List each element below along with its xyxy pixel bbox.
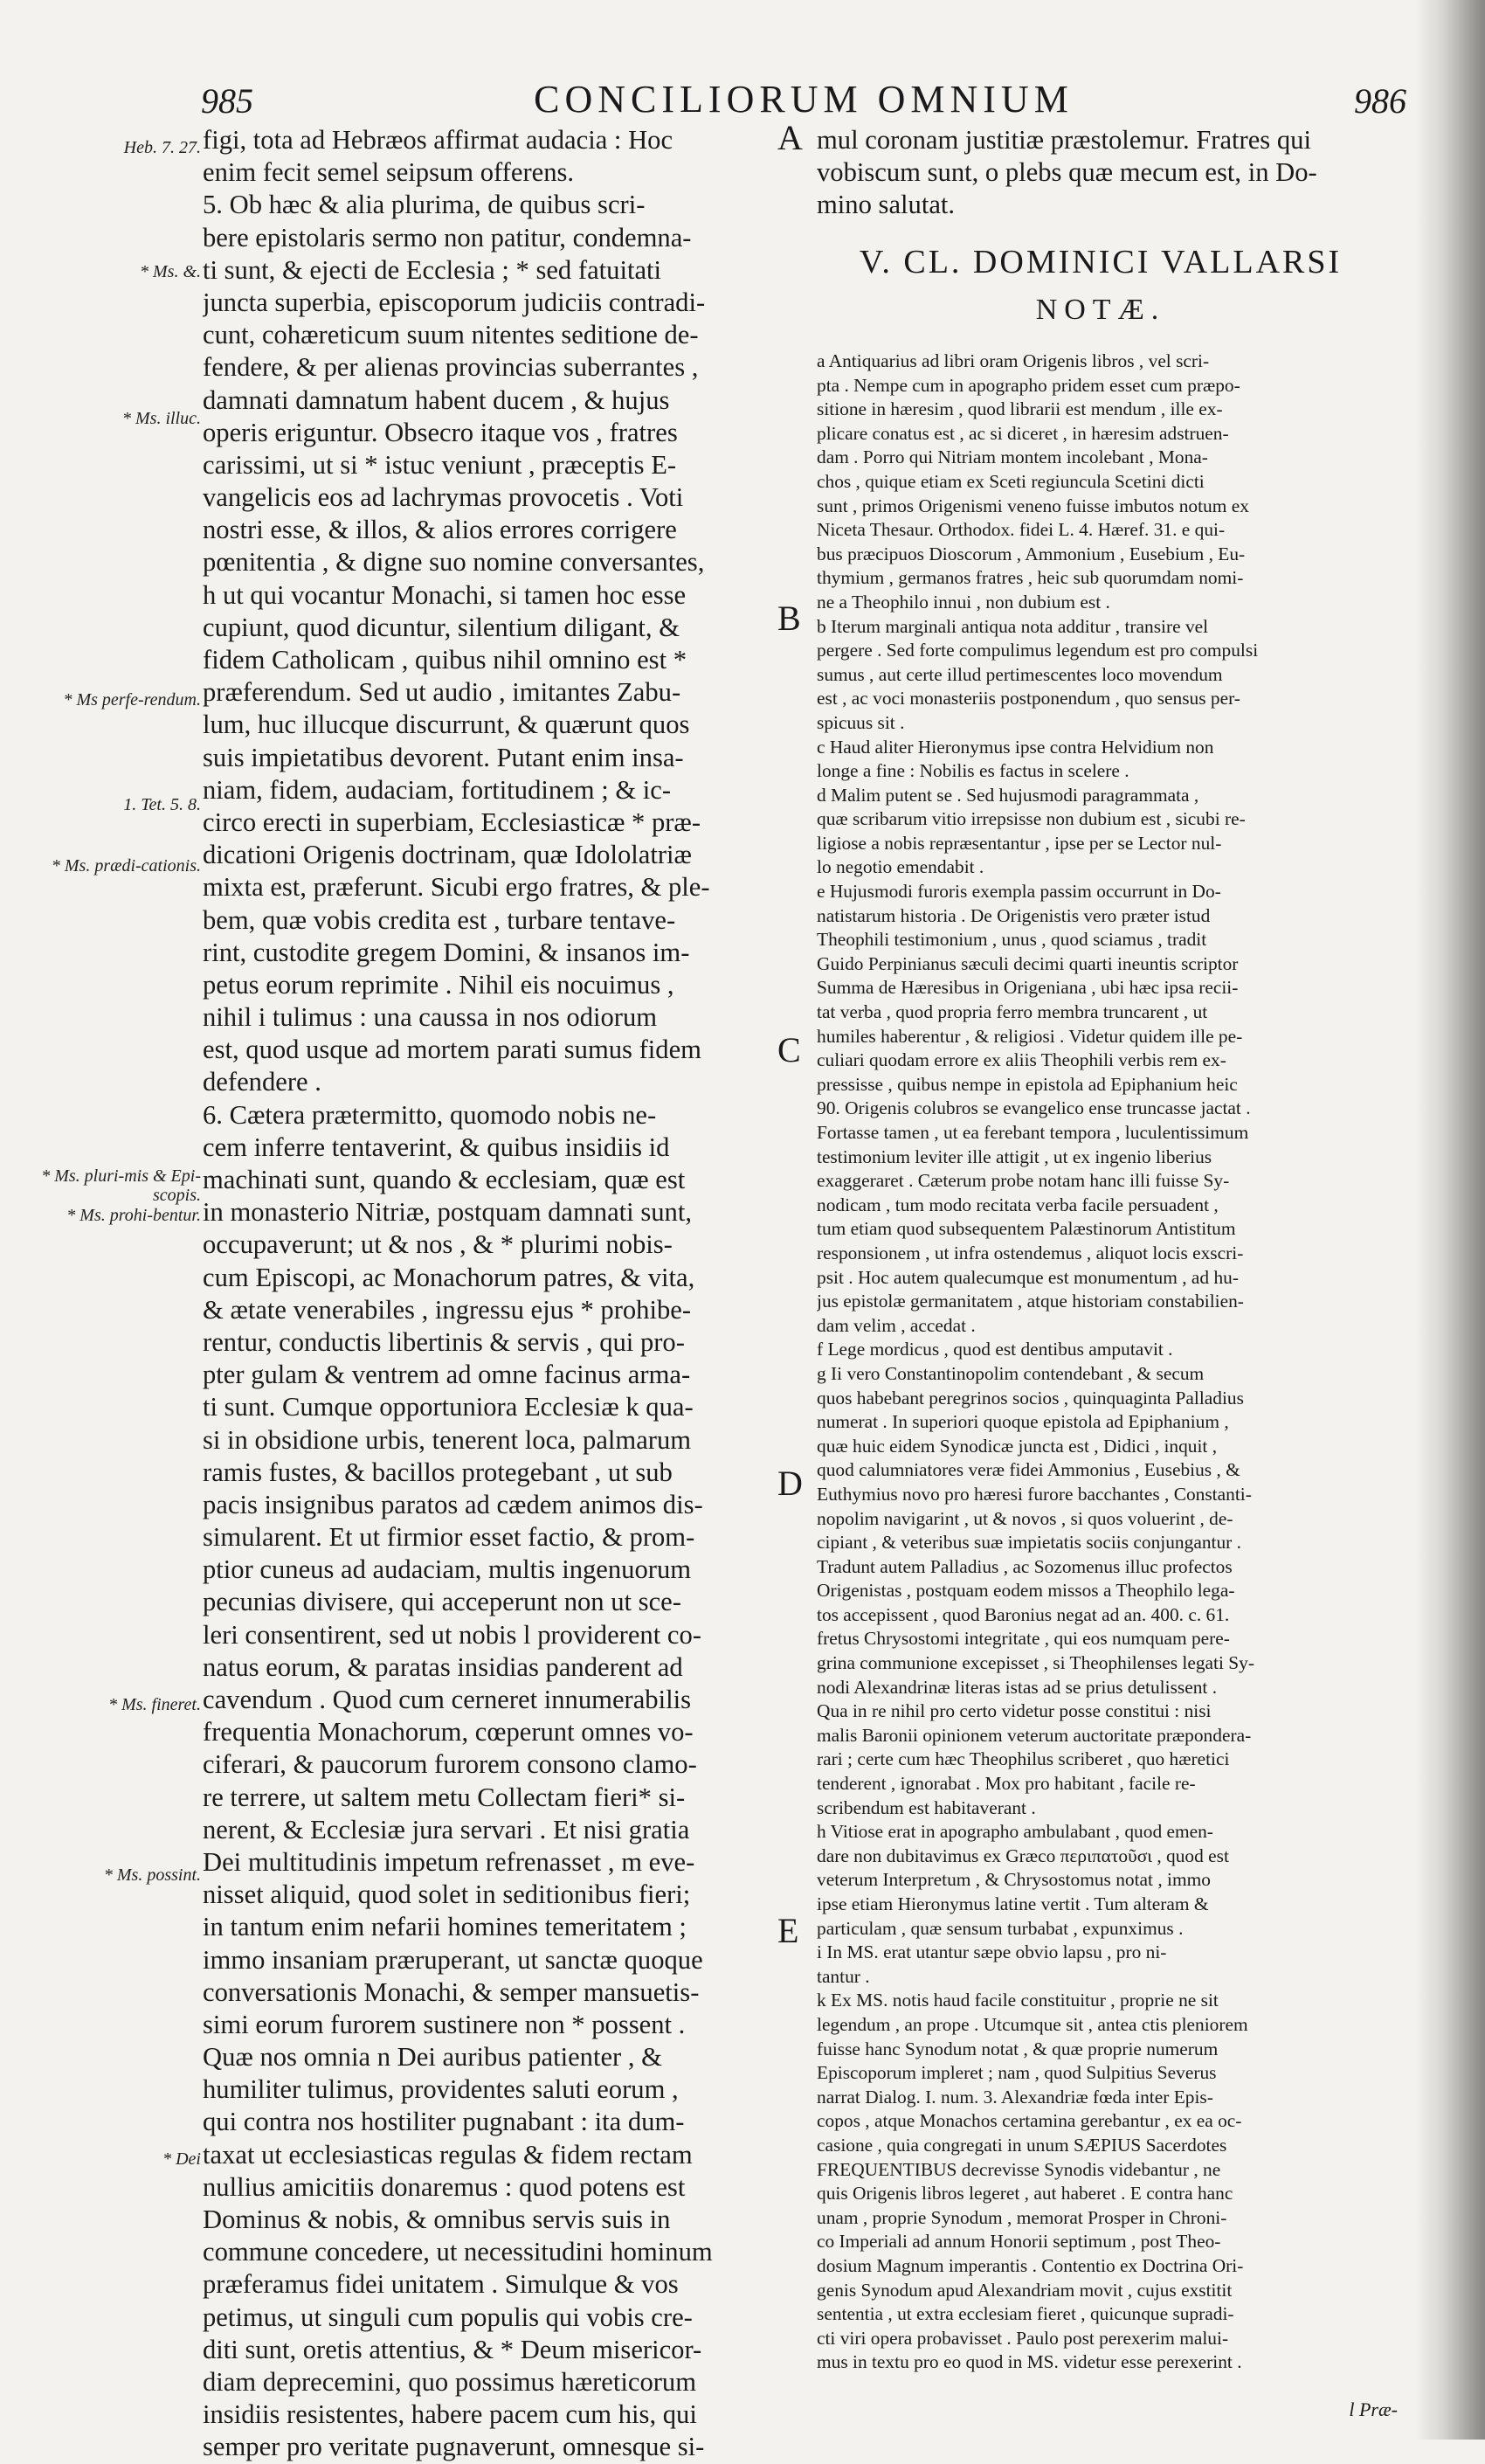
text-line: commune concedere, ut necessitudini hominum — [203, 2237, 713, 2267]
note-line: Origenistas , postquam eodem missos a Theophilo lega- — [817, 1580, 1235, 1602]
text-line: ciferari, & paucorum furorem consono clamo- — [203, 1749, 697, 1780]
text-line: humiliter tulimus, providentes saluti eorum , — [203, 2074, 679, 2105]
note-line: unam , proprie Synodum , memorat Prosper in Chroni- — [817, 2206, 1227, 2228]
text-line: suis impietatibus devorent. Putant enim insa- — [203, 742, 684, 772]
text-line: nerent, & Ecclesiæ jura servari . Et nisi gratia — [203, 1814, 690, 1845]
note-line: nodicam , tum modo recitata verba facile persuadent , — [817, 1194, 1219, 1215]
spine-shadow — [1415, 0, 1485, 2440]
text-line: præferamus fidei unitatem . Simulque & vos — [203, 2269, 679, 2300]
margin-note: * Ms. prædi-cationis. — [51, 856, 201, 876]
margin-note: Heb. 7. 27. — [123, 138, 201, 157]
note-line: sumus , aut certe illud pertimescentes loco movendum — [817, 663, 1223, 685]
note-line: Euthymius novo pro hæresi furore bacchantes , Constanti- — [817, 1483, 1252, 1505]
text-line: fidem Catholicam , quibus nihil omnino est * — [203, 645, 687, 675]
section-letter: E — [777, 1911, 799, 1950]
note-line: Niceta Thesaur. Orthodox. fidei L. 4. Hæref. 31. e qui- — [817, 519, 1226, 541]
note-line: fuisse hanc Synodum notat , & quæ proprie numerum — [817, 2038, 1219, 2059]
text-line: petimus, ut singuli cum populis qui vobis cre- — [203, 2301, 693, 2332]
text-line: mino salutat. — [817, 190, 956, 220]
text-line: dicationi Origenis doctrinam, quæ Idololatriæ — [203, 840, 692, 870]
note-line: scribendum est habitaverant . — [817, 1796, 1036, 1818]
text-line: nullius amicitiis donaremus : quod potens est — [203, 2171, 686, 2202]
note-line: Tradunt autem Palladius , ac Sozomenus illuc profectos — [817, 1555, 1233, 1577]
text-line: lum, huc illucque discurrunt, & quærunt quos — [203, 709, 690, 740]
note-line: c Haud aliter Hieronymus ipse contra Helvidium non — [817, 736, 1214, 758]
margin-note: * Ms. prohi-bentur. — [66, 1206, 201, 1225]
text-line: nihil i tulimus : una caussa in nos odiorum — [203, 1002, 658, 1033]
text-line: in monasterio Nitriæ, postquam damnati sunt, — [203, 1197, 692, 1228]
text-line: defendere . — [203, 1067, 321, 1097]
note-line: plicare conatus est , ac si diceret , in hæresim adstruen- — [817, 422, 1229, 444]
note-line: Qua in re nihil pro certo videtur posse constitui : nisi — [817, 1700, 1212, 1722]
note-line: tenderent , ignorabat . Mox pro habitant , facile re- — [817, 1773, 1196, 1795]
notes-subheading: NOTÆ. — [1035, 294, 1166, 326]
text-line: juncta superbia, episcoporum judiciis contradi- — [203, 287, 706, 317]
text-line: nostri esse, & illos, & alios errores corrigere — [203, 515, 677, 545]
note-line: natistarum historia . De Origenistis vero præter istud — [817, 904, 1211, 926]
note-line: narrat Dialog. I. num. 3. Alexandriæ fœda inter Epis- — [817, 2086, 1213, 2108]
note-line: a Antiquarius ad libri oram Origenis libros , vel scri- — [817, 350, 1210, 371]
text-line: damnati damnatum habent ducem , & hujus — [203, 384, 670, 415]
catchword: l Præ- — [1349, 2398, 1398, 2420]
note-line: ligiose a nobis repræsentantur , ipse per se Lector nul- — [817, 832, 1222, 854]
note-line: ipse etiam Hieronymus latine vertit . Tum alteram & — [817, 1893, 1209, 1914]
note-line: f Lege mordicus , quod est dentibus amputavit . — [817, 1339, 1173, 1360]
text-line: vobiscum sunt, o plebs quæ mecum est, in Do- — [817, 157, 1317, 188]
text-line: mixta est, præferunt. Sicubi ergo fratres, & ple- — [203, 872, 710, 903]
note-line: numerat . In superiori quoque epistola ad Epiphanium , — [817, 1411, 1229, 1433]
note-line: genis Synodum apud Alexandriam movit , cujus exstitit — [817, 2279, 1233, 2301]
text-line: cavendum . Quod cum cerneret innumerabilis — [203, 1685, 691, 1714]
text-line: ptior cuneus ad audaciam, multis ingenuorum — [203, 1554, 692, 1585]
text-line: ramis fustes, & bacillos protegebant , ut sub — [203, 1457, 673, 1487]
text-line: bem, quæ vobis credita est , turbare tentave- — [203, 904, 676, 935]
note-line: legendum , an prope . Utcumque sit , antea ctis pleniorem — [817, 2013, 1248, 2035]
note-line: Theophili testimonium , unus , quod sciamus , tradit — [817, 929, 1207, 951]
note-line: jus epistolæ germanitatem , atque historiam constabilien- — [817, 1291, 1244, 1312]
note-line: longe a fine : Nobilis es factus in scelere . — [817, 760, 1129, 782]
note-line: copos , atque Monachos certamina gerebantur , ex ea oc- — [817, 2110, 1242, 2132]
text-line: conversationis Monachi, & semper mansuetis- — [203, 1976, 700, 2007]
text-line: si in obsidione urbis, tenerent loca, palmarum — [203, 1424, 692, 1455]
margin-note: * Ms. fineret. — [108, 1695, 201, 1714]
note-line: Guido Perpinianus sæculi decimi quarti ineuntis scriptor — [817, 952, 1239, 974]
note-line: quæ huic eidem Synodicæ juncta est , Didici , inquit , — [817, 1435, 1218, 1457]
section-letter: B — [777, 599, 801, 638]
note-line: k Ex MS. notis haud facile constituitur , proprie ne sit — [817, 1990, 1219, 2011]
text-line: bere epistolaris sermo non patitur, condemna- — [203, 222, 692, 253]
text-line: natus eorum, & paratas insidias panderent ad — [203, 1651, 683, 1682]
margin-note: * Ms. illuc. — [122, 409, 201, 428]
note-line: nopolim navigarint , ut & novos , si quos voluerint , de- — [817, 1507, 1233, 1529]
text-line: frequentia Monachorum, cœperunt omnes vo- — [203, 1717, 694, 1748]
note-line: culiari quodam errore ex aliis Theophili verbis rem ex- — [817, 1049, 1226, 1071]
note-line: particulam , quæ sensum turbabat , expunximus . — [817, 1917, 1184, 1939]
note-line: g Ii vero Constantinopolim contendebant , & secum — [817, 1362, 1205, 1384]
note-line: ne a Theophilo innui , non dubium est . — [817, 591, 1110, 613]
margin-notes — [26, 131, 201, 2403]
section-letter: C — [777, 1030, 801, 1069]
text-line: 6. Cætera prætermitto, quomodo nobis ne- — [203, 1099, 657, 1130]
note-line: lo negotio emendabit . — [817, 856, 984, 878]
note-line: mus in textu pro eo quod in MS. videtur esse perexerint . — [817, 2351, 1242, 2373]
note-line: dam . Porro qui Nitriam montem incolebant , Mona- — [817, 446, 1208, 468]
text-line: diti sunt, oretis attentius, & * Deum misericor- — [203, 2334, 702, 2364]
section-letter: A — [777, 118, 803, 157]
margin-note: 1. Tet. 5. 8. — [123, 795, 201, 814]
note-line: pergere . Sed forte compulimus legendum est pro compulsi — [817, 640, 1259, 661]
note-line: cti viri opera probavisset . Paulo post perexerim malui- — [817, 2327, 1229, 2349]
text-line: semper pro veritate pugnaverunt, omnesque si- — [203, 2432, 705, 2462]
note-line: dam velim , accedat . — [817, 1314, 976, 1336]
note-line: i In MS. erat utantur sæpe obvio lapsu , pro ni- — [817, 1941, 1167, 1963]
note-line: b Iterum marginali antiqua nota additur , transire vel — [817, 615, 1209, 637]
text-line: pecunias divisere, qui acceperunt non ut sce- — [203, 1587, 681, 1617]
text-line: Dei multitudinis impetum refrenasset , m eve- — [203, 1846, 695, 1877]
margin-note: * Ms perfe-rendum. — [63, 690, 201, 709]
text-line: pter gulam & ventrem ad omne facinus arma- — [203, 1360, 691, 1390]
text-line: taxat ut ecclesiasticas regulas & fidem rectam — [203, 2139, 693, 2170]
text-line: cem inferre tentaverint, & quibus insidiis id — [203, 1132, 670, 1162]
note-line: thymium , germanos fratres , heic sub quorumdam nomi- — [817, 567, 1244, 589]
text-line: occupaverunt; ut & nos , & * plurimi nobis- — [203, 1229, 673, 1260]
text-line: rentur, conductis libertinis & servis , qui pro- — [203, 1326, 685, 1357]
note-line: tat verba , quod propria ferro membra truncarent , ut — [817, 1001, 1208, 1023]
left-column — [203, 124, 832, 2462]
note-line: 90. Origenis colubros se evangelico ense truncasse jactat . — [817, 1097, 1251, 1119]
text-line: immo insaniam præruperant, ut sanctæ quoque — [203, 1944, 703, 1975]
note-line: co Imperiali ad annum Honorii septimum , post Theo- — [817, 2231, 1221, 2253]
note-line: quis Origenis libros legeret , aut haberet . E contra hanc — [817, 2183, 1233, 2204]
text-line: carissimi, ut si * istuc veniunt , præceptis E- — [203, 449, 677, 480]
note-line: responsionem , ut infra ostendemus , aliquot locis exscri- — [817, 1242, 1244, 1263]
note-line: pressisse , quibus nempe in epistola ad Epiphanium heic — [817, 1073, 1238, 1095]
text-line: rint, custodite gregem Domini, & insanos im- — [203, 937, 690, 967]
note-line: exaggeraret . Cæterum probe notam hanc illi fuisse Sy- — [817, 1170, 1230, 1192]
text-line: cupiunt, quod dicuntur, silentium diligant, & — [203, 612, 680, 642]
note-line: sitione in hæresim , quod librarii est mendum , ille ex- — [817, 398, 1223, 420]
note-line: rari ; certe cum hæc Theophilus scriberet , quo hæretici — [817, 1748, 1230, 1770]
note-line: quos habebant peregrinos socios , quinquaginta Palladius — [817, 1387, 1244, 1408]
margin-note: * Dei — [162, 2149, 201, 2169]
note-line: Episcoporum impleret ; nam , quod Sulpitius Severus — [817, 2062, 1217, 2084]
text-line: simi eorum furorem sustinere non * possent . — [203, 2009, 686, 2039]
note-line: tum etiam quod subsequentem Palæstinorum Antistitum — [817, 1218, 1236, 1240]
note-line: h Vitiose erat in apographo ambulabant , quod emen- — [817, 1821, 1213, 1843]
text-line: niam, fidem, audaciam, fortitudinem ; & ic- — [203, 774, 672, 805]
note-line: e Hujusmodi furoris exempla passim occurrunt in Do- — [817, 881, 1221, 903]
page-number-left: 985 — [201, 81, 253, 121]
text-line: diam deprecemini, quo possimus hæreticorum — [203, 2366, 697, 2397]
note-line: sententia , ut extra ecclesiam fieret , quicunque supradi- — [817, 2303, 1234, 2325]
text-line: leri consentirent, sed ut nobis l providerent co- — [203, 1619, 701, 1650]
note-line: d Malim putent se . Sed hujusmodi paragrammata , — [817, 784, 1199, 806]
text-line: figi, tota ad Hebræos affirmat audacia : Hoc — [203, 125, 673, 155]
note-line: quæ scribarum vitio irrepsisse non dubium est , sicubi re- — [817, 808, 1246, 830]
text-line: est, quod usque ad mortem parati sumus fidem — [203, 1035, 701, 1065]
text-line: enim fecit semel seipsum offerens. — [203, 157, 575, 188]
text-line: h ut qui vocantur Monachi, si tamen hoc esse — [203, 579, 687, 610]
text-line: ti sunt, & ejecti de Ecclesia ; * sed fatuitati — [203, 254, 662, 285]
notes-body — [817, 350, 1385, 2375]
right-column-text — [817, 124, 1385, 222]
text-line: mul coronam justitiæ præstolemur. Fratres qui — [817, 125, 1311, 155]
text-line: & ætate venerabiles , ingressu ejus * prohibe- — [203, 1294, 692, 1325]
text-line: 5. Ob hæc & alia plurima, de quibus scri- — [203, 190, 646, 220]
note-line: malis Baronii opinionem veterum auctoritate præpondera- — [817, 1724, 1252, 1746]
margin-note: * Ms. pluri-mis & Epi-scopis. — [41, 1166, 201, 1205]
note-line: tantur . — [817, 1965, 870, 1987]
text-line: vangelicis eos ad lachrymas provocetis . Voti — [203, 482, 684, 513]
text-line: operis eriguntur. Obsecro itaque vos , fratres — [203, 417, 678, 447]
margin-note: * Ms. &. — [140, 262, 201, 281]
text-line: machinati sunt, quando & ecclesiam, quæ est — [203, 1165, 686, 1194]
text-line: cunt, cohæreticum suum nitentes seditione de- — [203, 320, 699, 350]
note-line: dosium Magnum imperantis . Contentio ex Doctrina Ori- — [817, 2254, 1244, 2276]
text-line: nisset aliquid, quod solet in seditionibus fieri; — [203, 1879, 691, 1910]
margin-note: * Ms. possint. — [103, 1865, 201, 1885]
note-line: chos , quique etiam ex Sceti regiuncula Scetini dicti — [817, 470, 1205, 492]
text-line: circo erecti in superbiam, Ecclesiasticæ * præ- — [203, 806, 701, 837]
text-line: pacis insignibus paratos ad cædem animos dis- — [203, 1489, 703, 1519]
text-line: re terrere, ut saltem metu Collectam fieri* si- — [203, 1782, 686, 1812]
text-line: pœnitentia , & digne suo nomine conversantes, — [203, 547, 705, 578]
text-line: qui contra nos hostiliter pugnabant : ita dum- — [203, 2107, 685, 2137]
note-line: est , ac voci monasteriis postponendum , quo sensus per- — [817, 688, 1240, 709]
note-line: veterum Interpretum , & Chrysostomus notat , immo — [817, 1869, 1211, 1891]
text-line: Quæ nos omnia n Dei auribus patienter , & — [203, 2042, 662, 2073]
note-line: tos accepissent , quod Baronius negat ad an. 400. c. 61. — [817, 1603, 1230, 1625]
note-line: Fortasse tamen , ut ea ferebant tempora , luculentissimum — [817, 1122, 1249, 1143]
note-line: quod calumniatores veræ fidei Ammonius , Eusebius , & — [817, 1459, 1240, 1481]
running-title: CONCILIORUM OMNIUM — [534, 78, 1074, 121]
text-line: insidiis resistentes, habere pacem cum his, qui — [203, 2399, 697, 2430]
notes-heading: V. CL. DOMINICI VALLARSI — [859, 244, 1343, 280]
text-line: simularent. Et ut firmior esset factio, & prom- — [203, 1522, 695, 1553]
text-line: petus eorum reprimite . Nihil eis nocuimus , — [203, 969, 674, 1000]
note-line: pta . Nempe cum in apographo pridem esset cum præpo- — [817, 374, 1240, 396]
note-line: psit . Hoc autem qualecumque est monumentum , ad hu- — [817, 1266, 1239, 1288]
note-line: humiles haberentur , & religiosi . Videtur quidem ille pe- — [817, 1025, 1243, 1047]
note-line: fretus Chrysostomi integritate , qui eos numquam pere- — [817, 1628, 1230, 1650]
note-line: sunt , primos Origenismi veneno fuisse imbutos notum ex — [817, 495, 1249, 516]
right-column — [817, 124, 1385, 2396]
text-line: fendere, & per alienas provincias suberrantes , — [203, 352, 699, 383]
text-line: ti sunt. Cumque opportuniora Ecclesiæ k qua- — [203, 1392, 694, 1422]
note-line: casione , quia congregati in unum SÆPIUS Sacerdotes — [817, 2134, 1227, 2156]
note-line: Summa de Hæresibus in Origeniana , ubi hæc ipsa recii- — [817, 977, 1239, 999]
text-line: in tantum enim nefarii homines temeritatem ; — [203, 1912, 687, 1942]
page-number-right: 986 — [1354, 81, 1406, 121]
text-line: Dominus & nobis, & omnibus servis suis in — [203, 2204, 671, 2234]
note-line: grina communione excepisset , si Theophilenses legati Sy- — [817, 1652, 1254, 1674]
note-line: dare non dubitavimus ex Græco περιπατοῦσι , quod est — [817, 1845, 1229, 1866]
note-line: FREQUENTIBUS decrevisse Synodis videbantur , ne — [817, 2158, 1221, 2180]
note-line: spicuus sit . — [817, 711, 905, 733]
note-line: bus præcipuos Dioscorum , Ammonium , Eusebium , Eu- — [817, 543, 1246, 564]
note-line: nodi Alexandrinæ literas istas ad se prius detulissent . — [817, 1676, 1218, 1698]
text-line: cum Episcopi, ac Monachorum patres, & vita, — [203, 1262, 695, 1292]
section-letter: D — [777, 1464, 803, 1503]
note-line: testimonium leviter ille attigit , ut ex ingenio liberius — [817, 1145, 1212, 1167]
text-line: præferendum. Sed ut audio , imitantes Zabu- — [203, 677, 681, 708]
note-line: cipiant , & veteribus suæ impietatis sociis conjungantur . — [817, 1532, 1241, 1554]
